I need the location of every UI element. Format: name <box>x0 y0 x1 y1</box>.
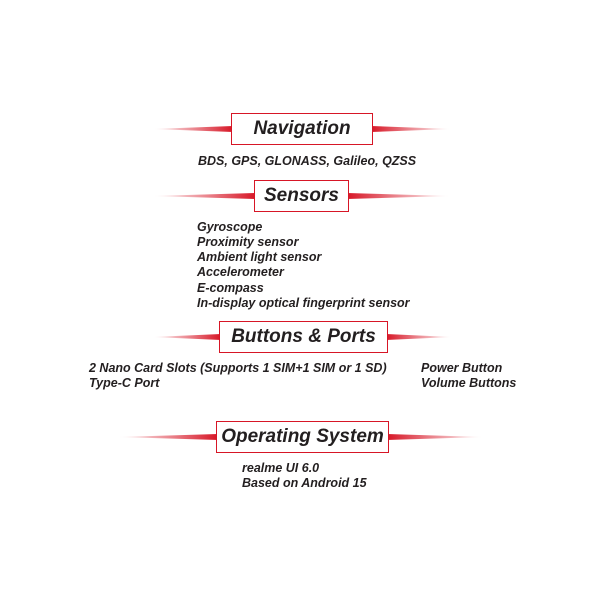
sensor-item: Proximity sensor <box>197 235 299 249</box>
os-item: Based on Android 15 <box>242 476 367 490</box>
buttons-ports-title: Buttons & Ports <box>219 321 388 353</box>
port-item: 2 Nano Card Slots (Supports 1 SIM+1 SIM or 1 SD) <box>89 361 387 375</box>
operating-system-right-accent <box>387 434 483 440</box>
sensor-item: In-display optical fingerprint sensor <box>197 296 410 310</box>
button-item: Power Button <box>421 361 503 375</box>
operating-system-title: Operating System <box>216 421 389 453</box>
sensor-item: E-compass <box>197 281 264 295</box>
operating-system-left-accent <box>118 434 218 440</box>
sensor-item: Gyroscope <box>197 220 263 234</box>
navigation-left-accent <box>153 126 233 132</box>
sensors-right-accent <box>347 193 450 199</box>
navigation-title: Navigation <box>231 113 373 145</box>
os-item: realme UI 6.0 <box>242 461 320 475</box>
sensor-item: Ambient light sensor <box>197 250 322 264</box>
sensors-title: Sensors <box>254 180 349 212</box>
button-item: Volume Buttons <box>421 376 517 390</box>
buttons-ports-right-accent <box>386 334 452 340</box>
navigation-right-accent <box>371 126 451 132</box>
sensors-left-accent <box>153 193 256 199</box>
buttons-ports-left-accent <box>153 334 221 340</box>
sensor-item: Accelerometer <box>197 265 284 279</box>
port-item: Type-C Port <box>89 376 160 390</box>
navigation-item: BDS, GPS, GLONASS, Galileo, QZSS <box>198 154 417 168</box>
